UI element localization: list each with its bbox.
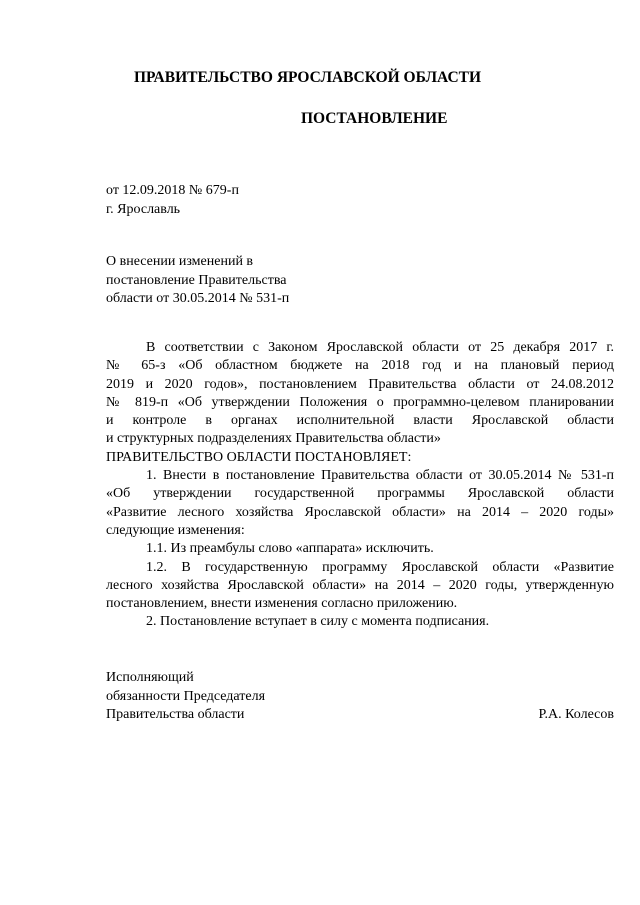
body-line: 2. Постановление вступает в силу с момента подписания. [146,614,490,630]
city: г. Ярославль [106,201,181,217]
body-line: 1.2. В государственную программу Ярославской области «Развитие [146,559,614,575]
body-line: В соответствии с Законом Ярославской области от 25 декабря 2017 г. [146,340,614,355]
document-type-title: ПОСТАНОВЛЕНИЕ [301,110,448,127]
body-line: № 819-п «Об утверждении Положения о программно-целевом планировании [106,394,614,410]
subject-line: области от 30.05.2014 № 531-п [106,291,290,306]
subject-line: постановление Правительства [106,272,287,288]
body-line: «Развитие лесного хозяйства Ярославской области» на 2014 – 2020 годы» [106,504,614,520]
clause-1-1 [106,540,614,558]
clause-1 [106,467,614,540]
body-line: лесного хозяйства Ярославской области» на 2014 – 2020 годы, утвержденную [106,577,614,593]
preamble-paragraph [106,339,614,449]
document-meta [106,182,239,219]
body-line: «Об утверждении государственной программы Ярославской области [106,486,614,502]
date-number: от 12.09.2018 № 679-п [106,183,239,198]
document-subject [106,253,289,309]
body-line: 2019 и 2020 годов», постановлением Правительства области от 24.08.2012 [106,376,614,392]
signatory-title: Исполняющий [106,670,194,685]
body-line: постановлением, внести изменения согласно приложению. [106,596,458,612]
resolves-line [106,449,614,467]
government-title: ПРАВИТЕЛЬСТВО ЯРОСЛАВСКОЙ ОБЛАСТИ [134,69,482,86]
body-line: № 65-з «Об областном бюджете на 2018 год и на плановый период [106,358,614,374]
body-line: и контроле в органах исполнительной власти Ярославской области [106,413,614,429]
document-body [106,339,614,632]
body-line: 1.1. Из преамбулы слово «аппарата» исключить. [146,541,434,557]
body-line: ПРАВИТЕЛЬСТВО ОБЛАСТИ ПОСТАНОВЛЯЕТ: [106,449,412,465]
signature-row [106,706,614,725]
signature-block [106,669,614,725]
clause-2 [106,613,614,631]
clause-1-2 [106,559,614,614]
signatory-title: Правительства области [106,707,245,722]
signatory-title: обязанности Председателя [106,688,266,704]
signatory-name: Р.А. Колесов [538,707,614,722]
body-line: 1. Внести в постановление Правительства области от 30.05.2014 № 531-п [146,468,614,484]
body-line: следующие изменения: [106,522,245,538]
subject-line: О внесении изменений в [106,254,254,269]
body-line: и структурных подразделениях Правительства области» [106,431,441,447]
